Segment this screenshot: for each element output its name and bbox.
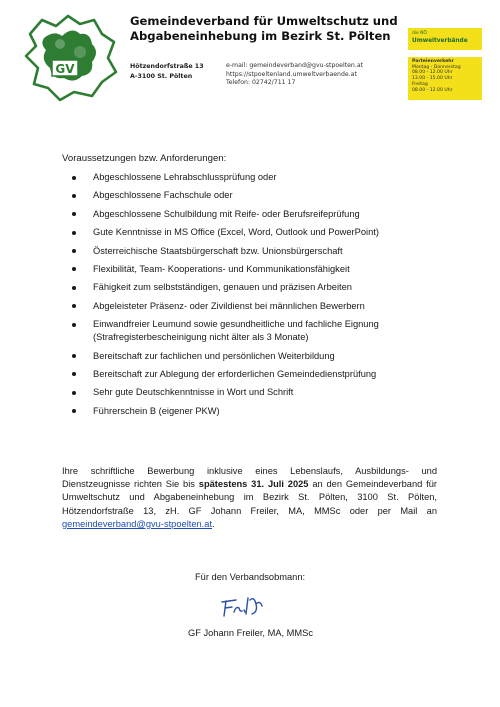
address-city: A-3100 St. Pölten: [130, 72, 193, 80]
office-hours-line: 08.00 - 12.00 Uhr: [412, 87, 453, 93]
requirement-item-continuation: (Strafregisterbescheinigung nicht älter als 3 Monate): [93, 332, 309, 343]
requirement-item: Führerschein B (eigener PKW): [72, 405, 452, 418]
bullet-icon: [72, 286, 76, 290]
office-hours-line: 08.00 - 12.00 Uhr: [412, 70, 453, 76]
brand-prefix: die NÖ: [412, 31, 427, 36]
bullet-icon: [72, 391, 76, 395]
contact-email: e-mail: gemeindeverband@gvu-stpoelten.at: [226, 62, 364, 69]
requirement-item: Bereitschaft zur Ablegung der erforderlichen Gemeindedienstprüfung: [72, 368, 452, 381]
address-street: Hötzendorfstraße 13: [130, 63, 204, 70]
org-name-line-1: Gemeindeverband für Umweltschutz und: [130, 14, 398, 28]
contact-website: https://stpoeltenland.umweltverbaende.at: [226, 70, 357, 78]
bullet-icon: [72, 176, 76, 180]
requirement-item: Flexibilität, Team- Kooperations- und Kommunikationsfähigkeit: [72, 263, 452, 276]
requirement-item: Einwandfreier Leumund sowie gesundheitliche und fachliche Eignung (Strafregisterbescheinigung nicht älter als 3 Monate): [72, 318, 452, 344]
gvu-logo: [22, 12, 118, 102]
org-name-line-2: Abgabeneinhebung im Bezirk St. Pölten: [130, 29, 391, 43]
office-hours-title: Parteienverkehr: [412, 59, 454, 64]
bullet-icon: [72, 372, 76, 376]
bullet-icon: [72, 323, 76, 327]
deadline-text: spätestens 31. Juli 2025: [198, 479, 309, 490]
signoff-label: Für den Verbandsobmann:: [195, 572, 306, 582]
requirement-item: Sehr gute Deutschkenntnisse in Wort und Schrift: [72, 386, 452, 399]
handwritten-signature: [218, 590, 266, 620]
contact-info: [226, 62, 363, 88]
umweltverbaende-brand-box: [408, 28, 482, 50]
requirement-item: Abgeschlossene Fachschule oder: [72, 189, 452, 202]
closing-text: an den Gemeindeverband für Umweltschutz und Abgabeneinhebung im Bezirk St. Pölten, 3100 St. Pölten, Hötzendorfstraße 13, zH. GF Johann Freiler, MA, MMSc oder per Mail an: [62, 479, 438, 516]
bullet-icon: [72, 409, 76, 413]
postal-address: [130, 62, 204, 81]
requirement-item: Abgeschlossene Lehrabschlussprüfung oder: [72, 171, 452, 184]
bullet-icon: [72, 267, 76, 271]
requirement-item: Abgeleisteter Präsenz- oder Zivildienst bei männlichen Bewerbern: [72, 300, 452, 313]
logo-text: GV: [55, 62, 75, 76]
bullet-icon: [72, 212, 76, 216]
bullet-icon: [72, 231, 76, 235]
office-hours-line: 13.00 - 15.00 Uhr: [412, 76, 453, 82]
office-hours-line: Montag - Donnerstag: [412, 64, 461, 70]
signer-name: GF Johann Freiler, MA, MMSc: [188, 628, 314, 638]
requirements-list: [72, 171, 452, 423]
bullet-icon: [72, 304, 76, 308]
bullet-icon: [72, 354, 76, 358]
application-instructions: Ihre schriftliche Bewerbung inklusive eines Lebenslaufs, Ausbildungs- und Dienstzeugnisse richten Sie bis spätestens 31. Juli 2025 an den Gemeindeverband für Umweltschutz und Abgabeneinhebung im Bezirk St. Pölten, 3100 St. Pölten, Hötzendorfstraße 13, zH. GF Johann Freiler, MA, MMSc oder per Mail an gemeindeverband@gvu-stpoelten.at.: [62, 466, 438, 529]
requirement-item: Fähigkeit zum selbstständigen, genauen und präzisen Arbeiten: [72, 281, 452, 294]
application-email-link[interactable]: gemeindeverband@gvu-stpoelten.at: [62, 518, 213, 529]
requirement-item: Abgeschlossene Schulbildung mit Reife- oder Berufsreifeprüfung: [72, 208, 452, 221]
requirement-item: Gute Kenntnisse in MS Office (Excel, Word, Outlook und PowerPoint): [72, 226, 452, 239]
contact-phone: Telefon: 02742/711 17: [226, 79, 296, 86]
requirement-item: Bereitschaft zur fachlichen und persönlichen Weiterbildung: [72, 350, 452, 363]
requirements-heading: Voraussetzungen bzw. Anforderungen:: [62, 153, 227, 164]
bullet-icon: [72, 249, 76, 253]
requirement-item: Österreichische Staatsbürgerschaft bzw. Unionsbürgerschaft: [72, 245, 452, 258]
closing-text: Ihre schriftliche Bewerbung inklusive eines Lebenslaufs, Ausbildungs- und Dienstzeugnisse richten Sie bis: [62, 466, 437, 490]
bullet-icon: [72, 194, 76, 198]
office-hours-line: Freitag: [412, 81, 428, 87]
organization-name: [130, 14, 400, 44]
office-hours-box: [408, 57, 482, 100]
brand-name: Umweltverbände: [412, 38, 468, 44]
